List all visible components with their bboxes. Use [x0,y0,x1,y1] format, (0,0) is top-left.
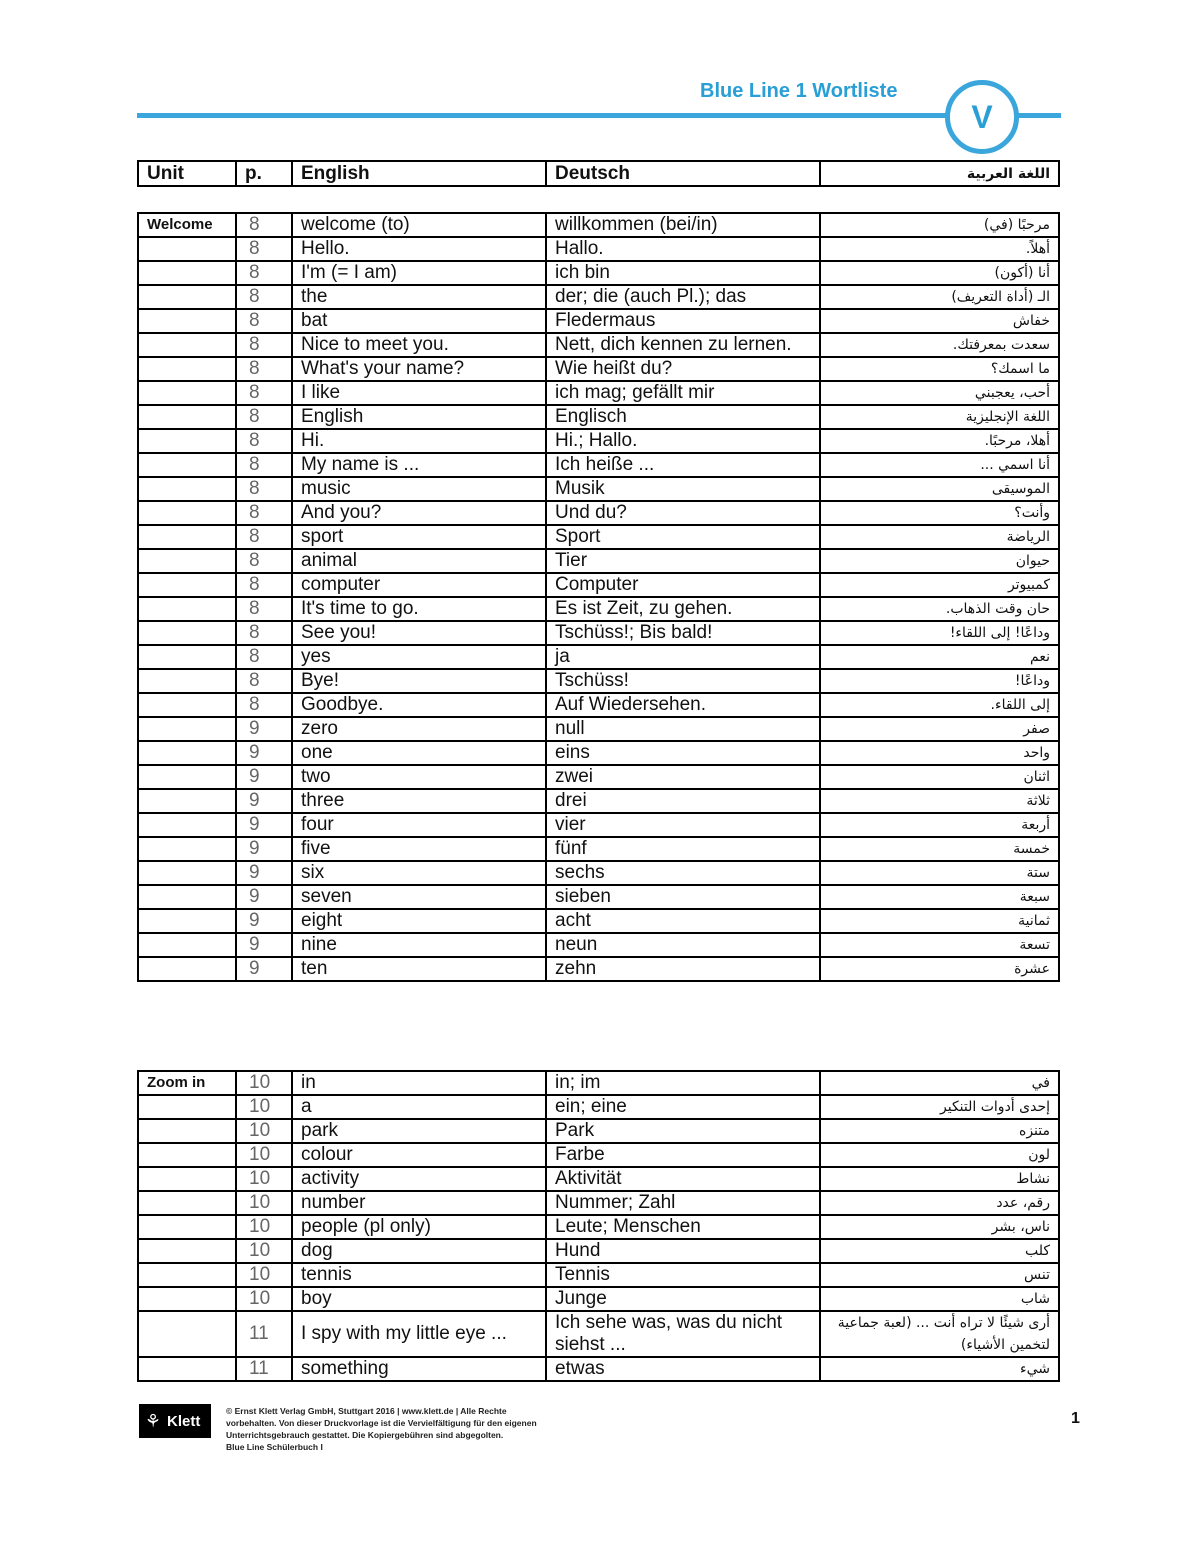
page-cell: 10 [236,1287,292,1311]
deutsch-cell: Tennis [546,1263,820,1287]
unit-cell [138,1119,236,1143]
deutsch-cell: null [546,717,820,741]
deutsch-cell: Fledermaus [546,309,820,333]
vocab-row [138,525,1059,549]
document-title: Blue Line 1 Wortliste [700,80,898,102]
page-cell: 8 [236,333,292,357]
vocab-row [138,957,1059,981]
page-cell: 10 [236,1215,292,1239]
vocab-row [138,1311,1059,1357]
deutsch-cell: vier [546,813,820,837]
arabic-cell: أنا (أكون) [820,261,1059,285]
page-cell: 10 [236,1143,292,1167]
unit-cell [138,453,236,477]
vocab-row [138,1239,1059,1263]
vocab-row [138,1071,1059,1095]
deutsch-cell: Tier [546,549,820,573]
vocab-row [138,1357,1059,1381]
unit-cell [138,237,236,261]
english-cell: I like [292,381,546,405]
vocab-row [138,1191,1059,1215]
page-cell: 8 [236,285,292,309]
arabic-cell: أهلا، مرحبًا. [820,429,1059,453]
vocab-row [138,237,1059,261]
english-cell: something [292,1357,546,1381]
english-cell: a [292,1095,546,1119]
vocab-row [138,741,1059,765]
unit-cell [138,309,236,333]
unit-cell [138,333,236,357]
deutsch-cell: der; die (auch Pl.); das [546,285,820,309]
unit-cell [138,789,236,813]
english-cell: ten [292,957,546,981]
unit-cell: Welcome [138,213,236,237]
english-cell: five [292,837,546,861]
page-cell: 8 [236,381,292,405]
page-cell: 9 [236,933,292,957]
level-badge: V [945,80,1019,154]
english-cell: in [292,1071,546,1095]
page-cell: 9 [236,765,292,789]
unit-cell [138,765,236,789]
page-cell: 8 [236,669,292,693]
unit-cell [138,429,236,453]
page-cell: 9 [236,741,292,765]
deutsch-cell: willkommen (bei/in) [546,213,820,237]
arabic-cell: أنا اسمي ... [820,453,1059,477]
vocab-row [138,429,1059,453]
arabic-cell: تنس [820,1263,1059,1287]
deutsch-cell: sechs [546,861,820,885]
deutsch-cell: etwas [546,1357,820,1381]
vocab-row [138,645,1059,669]
unit-cell [138,525,236,549]
page-cell: 8 [236,645,292,669]
arabic-cell: ناس، بشر [820,1215,1059,1239]
english-cell: And you? [292,501,546,525]
english-cell: two [292,765,546,789]
deutsch-cell: Park [546,1119,820,1143]
vocab-row [138,357,1059,381]
deutsch-cell: in; im [546,1071,820,1095]
arabic-cell: أهلاً. [820,237,1059,261]
unit-cell [138,1167,236,1191]
page-cell: 10 [236,1095,292,1119]
vocab-row [138,1287,1059,1311]
page-cell: 10 [236,1071,292,1095]
arabic-cell: في [820,1071,1059,1095]
publisher-logo [139,1404,211,1438]
arabic-cell: تسعة [820,933,1059,957]
vocab-row [138,861,1059,885]
page-cell: 10 [236,1167,292,1191]
vocab-row [138,213,1059,237]
english-cell: bat [292,309,546,333]
english-cell: the [292,285,546,309]
page-cell: 9 [236,957,292,981]
arabic-cell: أرى شيئًا لا تراه أنت ... (لعبة جماعية لتخمين الأشياء) [820,1311,1059,1357]
vocab-row [138,597,1059,621]
vocab-row [138,1119,1059,1143]
unit-cell [138,1143,236,1167]
unit-cell [138,1357,236,1381]
vocab-row [138,813,1059,837]
vocab-row [138,837,1059,861]
deutsch-cell: Ich sehe was, was du nicht siehst ... [546,1311,820,1357]
vocab-row [138,549,1059,573]
deutsch-cell: sieben [546,885,820,909]
arabic-cell: ثلاثة [820,789,1059,813]
deutsch-cell: Ich heiße ... [546,453,820,477]
english-cell: four [292,813,546,837]
english-cell: six [292,861,546,885]
unit-cell [138,549,236,573]
vocab-row [138,885,1059,909]
page-cell: 9 [236,717,292,741]
arabic-cell: نشاط [820,1167,1059,1191]
english-cell: park [292,1119,546,1143]
arabic-cell: الرياضة [820,525,1059,549]
unit-cell [138,1287,236,1311]
english-cell: See you! [292,621,546,645]
english-cell: What's your name? [292,357,546,381]
english-cell: Hi. [292,429,546,453]
english-cell: one [292,741,546,765]
vocab-row [138,789,1059,813]
vocab-row [138,1263,1059,1287]
arabic-cell: سعدت بمعرفتك. [820,333,1059,357]
unit-cell [138,957,236,981]
page-cell: 10 [236,1119,292,1143]
english-cell: welcome (to) [292,213,546,237]
unit-cell [138,597,236,621]
page-cell: 8 [236,453,292,477]
deutsch-cell: Computer [546,573,820,597]
deutsch-cell: ich mag; gefällt mir [546,381,820,405]
vocab-row [138,1167,1059,1191]
vocab-row [138,693,1059,717]
vocab-row [138,1215,1059,1239]
unit-cell [138,573,236,597]
arabic-cell: اثنان [820,765,1059,789]
page-cell: 11 [236,1311,292,1357]
unit-cell [138,645,236,669]
english-cell: three [292,789,546,813]
unit-cell [138,1095,236,1119]
page-cell: 8 [236,405,292,429]
header-deutsch: Deutsch [546,161,820,186]
english-cell: music [292,477,546,501]
arabic-cell: ما اسمك؟ [820,357,1059,381]
vocab-row [138,453,1059,477]
arabic-cell: وداعًا! [820,669,1059,693]
arabic-cell: أحب، يعجبني [820,381,1059,405]
arabic-cell: الموسيقى [820,477,1059,501]
page-cell: 8 [236,213,292,237]
unit-cell [138,861,236,885]
unit-cell [138,813,236,837]
page-cell: 10 [236,1191,292,1215]
page-cell: 8 [236,357,292,381]
vocab-row [138,933,1059,957]
page-cell: 8 [236,237,292,261]
english-cell: yes [292,645,546,669]
unit-cell [138,693,236,717]
deutsch-cell: ja [546,645,820,669]
arabic-cell: إلى اللقاء. [820,693,1059,717]
arabic-cell: وداعًا! إلى اللقاء! [820,621,1059,645]
english-cell: dog [292,1239,546,1263]
deutsch-cell: Leute; Menschen [546,1215,820,1239]
page-cell: 9 [236,789,292,813]
deutsch-cell: Musik [546,477,820,501]
page-cell: 9 [236,909,292,933]
vocab-row [138,765,1059,789]
vocab-row [138,669,1059,693]
arabic-cell: لون [820,1143,1059,1167]
unit-cell [138,405,236,429]
deutsch-cell: Nett, dich kennen zu lernen. [546,333,820,357]
arabic-cell: كلب [820,1239,1059,1263]
arabic-cell: نعم [820,645,1059,669]
column-header-table [137,160,1060,187]
deutsch-cell: fünf [546,837,820,861]
english-cell: It's time to go. [292,597,546,621]
deutsch-cell: neun [546,933,820,957]
deutsch-cell: Aktivität [546,1167,820,1191]
arabic-cell: خفاش [820,309,1059,333]
english-cell: zero [292,717,546,741]
vocab-table-zoom-in [137,1070,1060,1382]
english-cell: I spy with my little eye ... [292,1311,546,1357]
unit-cell [138,837,236,861]
unit-cell [138,477,236,501]
english-cell: boy [292,1287,546,1311]
arabic-cell: شيء [820,1357,1059,1381]
page-cell: 9 [236,861,292,885]
deutsch-cell: Englisch [546,405,820,429]
vocab-row [138,717,1059,741]
english-cell: Bye! [292,669,546,693]
english-cell: computer [292,573,546,597]
arabic-cell: ستة [820,861,1059,885]
unit-cell [138,501,236,525]
page-cell: 8 [236,477,292,501]
arabic-cell: شاب [820,1287,1059,1311]
english-cell: Hello. [292,237,546,261]
english-cell: tennis [292,1263,546,1287]
deutsch-cell: Hallo. [546,237,820,261]
english-cell: number [292,1191,546,1215]
deutsch-cell: acht [546,909,820,933]
unit-cell [138,1239,236,1263]
deutsch-cell: Junge [546,1287,820,1311]
page-cell: 9 [236,885,292,909]
column-header-row [138,161,1059,186]
unit-cell [138,1263,236,1287]
page-cell: 8 [236,501,292,525]
arabic-cell: كمبيوتر [820,573,1059,597]
copyright-notice: © Ernst Klett Verlag GmbH, Stuttgart 2016 | www.klett.de | Alle Rechte vorbehalten. Von dieser Druckvorlage ist die Vervielfältigung für den eigenen Unterrichtsgebrauch gestattet. Die Kopiergebühren sind abgegolten. Blue Line Schülerbuch I [226,1406,537,1452]
vocab-row [138,501,1059,525]
page-number: 1 [1071,1410,1080,1427]
arabic-cell: اللغة الإنجليزية [820,405,1059,429]
arabic-cell: مرحبًا (في) [820,213,1059,237]
deutsch-cell: Tschüss!; Bis bald! [546,621,820,645]
arabic-cell: الـ (أداة التعريف) [820,285,1059,309]
english-cell: activity [292,1167,546,1191]
unit-cell [138,621,236,645]
unit-cell: Zoom in [138,1071,236,1095]
vocab-row [138,381,1059,405]
english-cell: sport [292,525,546,549]
header-page: p. [236,161,292,186]
klett-logo-icon: ⚘ [144,1410,162,1431]
arabic-cell: عشرة [820,957,1059,981]
deutsch-cell: Sport [546,525,820,549]
vocab-row [138,1143,1059,1167]
arabic-cell: ثمانية [820,909,1059,933]
vocab-row [138,909,1059,933]
unit-cell [138,357,236,381]
publisher-name: Klett [167,1412,201,1430]
deutsch-cell: Hund [546,1239,820,1263]
deutsch-cell: Auf Wiedersehen. [546,693,820,717]
header-rule [137,113,1061,118]
page-cell: 8 [236,621,292,645]
arabic-cell: إحدى أدوات التنكير [820,1095,1059,1119]
english-cell: Goodbye. [292,693,546,717]
vocab-row [138,477,1059,501]
vocab-row [138,1095,1059,1119]
header-arabic: اللغة العربية [820,161,1059,186]
english-cell: eight [292,909,546,933]
header-english: English [292,161,546,186]
deutsch-cell: zehn [546,957,820,981]
page-cell: 8 [236,261,292,285]
deutsch-cell: Und du? [546,501,820,525]
page-cell: 8 [236,573,292,597]
unit-cell [138,1215,236,1239]
arabic-cell: صفر [820,717,1059,741]
unit-cell [138,285,236,309]
arabic-cell: متنزه [820,1119,1059,1143]
deutsch-cell: ich bin [546,261,820,285]
english-cell: I'm (= I am) [292,261,546,285]
english-cell: My name is ... [292,453,546,477]
vocab-row [138,285,1059,309]
page-cell: 8 [236,693,292,717]
deutsch-cell: ein; eine [546,1095,820,1119]
vocab-table-welcome [137,212,1060,982]
unit-cell [138,261,236,285]
unit-cell [138,885,236,909]
arabic-cell: رقم، عدد [820,1191,1059,1215]
english-cell: animal [292,549,546,573]
arabic-cell: واحد [820,741,1059,765]
english-cell: nine [292,933,546,957]
deutsch-cell: drei [546,789,820,813]
deutsch-cell: Nummer; Zahl [546,1191,820,1215]
header-unit: Unit [138,161,236,186]
english-cell: seven [292,885,546,909]
arabic-cell: خمسة [820,837,1059,861]
unit-cell [138,669,236,693]
page-cell: 9 [236,837,292,861]
unit-cell [138,381,236,405]
deutsch-cell: eins [546,741,820,765]
arabic-cell: حان وقت الذهاب. [820,597,1059,621]
page-cell: 8 [236,549,292,573]
unit-cell [138,909,236,933]
deutsch-cell: Es ist Zeit, zu gehen. [546,597,820,621]
page-cell: 8 [236,597,292,621]
page-cell: 9 [236,813,292,837]
arabic-cell: أربعة [820,813,1059,837]
page-cell: 10 [236,1263,292,1287]
english-cell: English [292,405,546,429]
page-cell: 8 [236,309,292,333]
page-cell: 8 [236,429,292,453]
unit-cell [138,741,236,765]
deutsch-cell: Tschüss! [546,669,820,693]
unit-cell [138,717,236,741]
deutsch-cell: Wie heißt du? [546,357,820,381]
english-cell: Nice to meet you. [292,333,546,357]
arabic-cell: وأنت؟ [820,501,1059,525]
vocab-row [138,309,1059,333]
page-cell: 11 [236,1357,292,1381]
deutsch-cell: Hi.; Hallo. [546,429,820,453]
arabic-cell: حيوان [820,549,1059,573]
deutsch-cell: Farbe [546,1143,820,1167]
vocab-row [138,405,1059,429]
english-cell: people (pl only) [292,1215,546,1239]
arabic-cell: سبعة [820,885,1059,909]
unit-cell [138,933,236,957]
vocab-row [138,261,1059,285]
deutsch-cell: zwei [546,765,820,789]
vocab-row [138,333,1059,357]
vocab-row [138,573,1059,597]
page-cell: 8 [236,525,292,549]
english-cell: colour [292,1143,546,1167]
unit-cell [138,1191,236,1215]
vocab-row [138,621,1059,645]
page-cell: 10 [236,1239,292,1263]
unit-cell [138,1311,236,1357]
